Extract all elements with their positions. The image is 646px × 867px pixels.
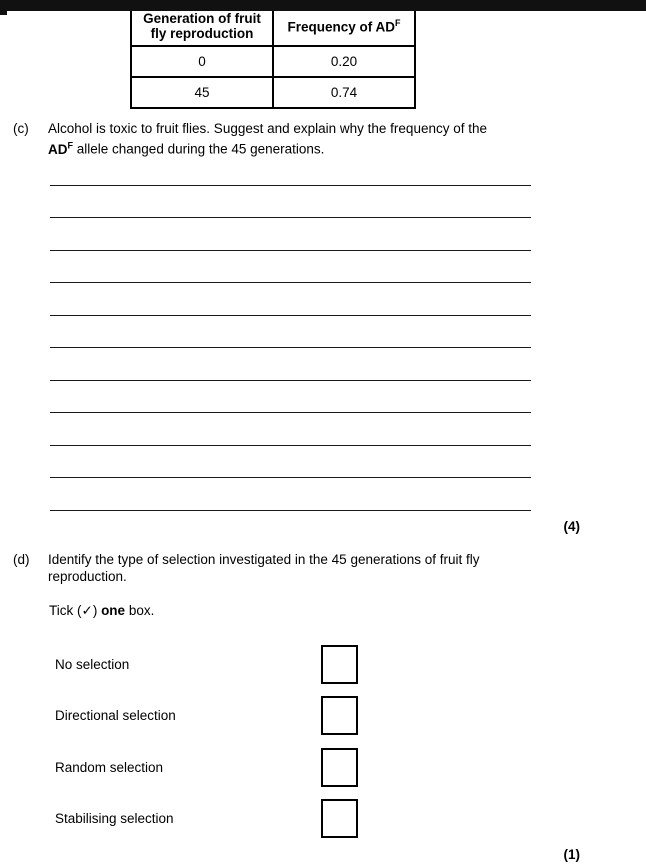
question-c-line1: Alcohol is toxic to fruit flies. Suggest and explain why the frequency of the [48, 121, 487, 136]
cell-frequency-0: 0.20 [273, 46, 415, 77]
header-frequency-superscript: F [395, 18, 401, 29]
question-d-line2: reproduction. [48, 569, 127, 584]
tick-icon: ✓ [81, 603, 93, 618]
answer-line[interactable] [50, 478, 531, 511]
question-d-label: (d) [13, 552, 30, 567]
checkbox-directional-selection[interactable] [321, 696, 358, 735]
option-row-directional-selection [0, 696, 646, 735]
checkbox-random-selection[interactable] [321, 748, 358, 787]
tick-instruction [49, 602, 154, 619]
answer-line[interactable] [50, 316, 531, 349]
answer-line[interactable] [50, 251, 531, 284]
answer-line[interactable] [50, 446, 531, 479]
question-d-marks: (1) [563, 847, 580, 862]
table-row [131, 77, 415, 108]
answer-line[interactable] [50, 348, 531, 381]
option-label-stabilising-selection: Stabilising selection [55, 811, 174, 826]
cell-generation-0: 0 [131, 46, 273, 77]
table-header-row [131, 5, 415, 46]
header-generation-line1: Generation of fruit [143, 10, 261, 26]
checkbox-stabilising-selection[interactable] [321, 799, 358, 838]
option-row-no-selection [0, 645, 646, 684]
question-c-label: (c) [13, 121, 29, 136]
answer-line[interactable] [50, 218, 531, 251]
answer-line[interactable] [50, 283, 531, 316]
table-header-generation [131, 5, 273, 46]
allele-superscript: F [67, 140, 73, 150]
answer-line[interactable] [50, 413, 531, 446]
option-row-stabilising-selection [0, 799, 646, 838]
checkbox-no-selection[interactable] [321, 645, 358, 684]
allele-name: AD [48, 141, 68, 157]
table-header-frequency [273, 5, 415, 46]
table-row [131, 46, 415, 77]
scan-artifact-bar [0, 0, 646, 11]
option-label-directional-selection: Directional selection [55, 708, 176, 723]
option-row-random-selection [0, 748, 646, 787]
answer-line[interactable] [50, 186, 531, 219]
cell-generation-45: 45 [131, 77, 273, 108]
tick-instruction-mid: ) [92, 603, 102, 618]
question-c-marks: (4) [563, 519, 580, 534]
cell-frequency-45: 0.74 [273, 77, 415, 108]
allele-frequency-table [130, 4, 416, 109]
header-generation-line2: fly reproduction [150, 25, 254, 41]
answer-line[interactable] [50, 381, 531, 414]
question-d-text [48, 551, 480, 585]
tick-instruction-one: one [101, 603, 126, 618]
question-c-text [48, 120, 487, 158]
tick-instruction-pre: Tick ( [49, 603, 82, 618]
tick-instruction-post: box. [125, 603, 155, 618]
scan-artifact-corner [0, 0, 7, 15]
header-frequency-base: Frequency of AD [287, 19, 395, 35]
option-label-random-selection: Random selection [55, 760, 164, 775]
answer-lines-area [50, 153, 531, 511]
question-c-line2-rest: allele changed during the 45 generations. [73, 141, 325, 157]
option-label-no-selection: No selection [55, 657, 130, 672]
answer-line[interactable] [50, 153, 531, 186]
question-d-line1: Identify the type of selection investigated in the 45 generations of fruit fly [48, 552, 480, 567]
